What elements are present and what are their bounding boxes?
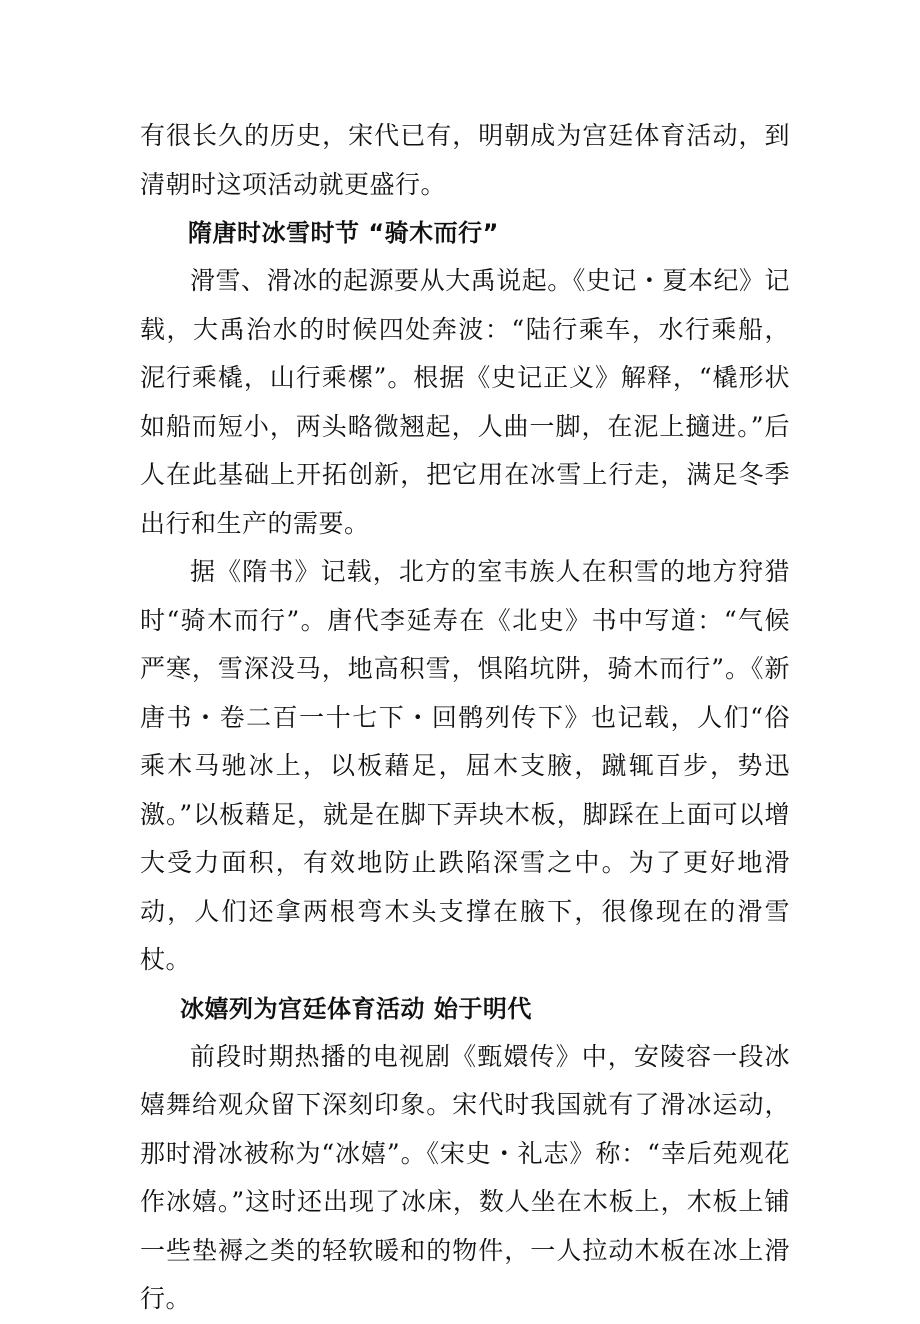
paragraph-dayu-origin: 滑雪、滑冰的起源要从大禹说起。《史记・夏本纪》记载，大禹治水的时候四处奔波：“陆行乘车，水行乘船，泥行乘橇，山行乘樏”。根据《史记正义》解释，“橇形状如船而短小，两头略微翘起，人曲一脚，在泥上擿进。”后人在此基础上开拓创新，把它用在冰雪上行走，满足冬季出行和生产的需要。	[140, 266, 790, 538]
section-heading-sui-tang: 隋唐时冰雪时节 “骑木而行”	[188, 219, 499, 247]
section-heading-ming-bingxi: 冰嬉列为宫廷体育活动 始于明代	[180, 994, 532, 1023]
document-body	[140, 112, 790, 1324]
paragraph-intro-continuation: 有很长久的历史，宋代已有，明朝成为宫廷体育活动，到清朝时这项活动就更盛行。	[140, 121, 790, 199]
paragraph-suishu-record: 据《隋书》记载，北方的室韦族人在积雪的地方狩猎时“骑木而行”。唐代李延寿在《北史》书中写道：“气候严寒，雪深没马，地高积雪，惧陷坑阱，骑木而行”。《新唐书・卷二百一十七下・回鹘列传下》也记载，人们“俗乘木马驰冰上，以板藉足，屈木支腋，蹴辄百步，势迅激。”以板藉足，就是在脚下弄块木板，脚踩在上面可以增大受力面积，有效地防止跌陷深雪之中。为了更好地滑动，人们还拿两根弯木头支撑在腋下，很像现在的滑雪杖。	[140, 557, 790, 974]
paragraph-song-bingxi: 前段时期热播的电视剧《甄嬛传》中，安陵容一段冰嬉舞给观众留下深刻印象。宋代时我国就有了滑冰运动，那时滑冰被称为“冰嬉”。《宋史・礼志》称：“幸后苑观花作冰嬉。”这时还出现了冰床，数人坐在木板上，木板上铺一些垫褥之类的轻软暖和的物件，一人拉动木板在冰上滑行。	[140, 1041, 790, 1313]
